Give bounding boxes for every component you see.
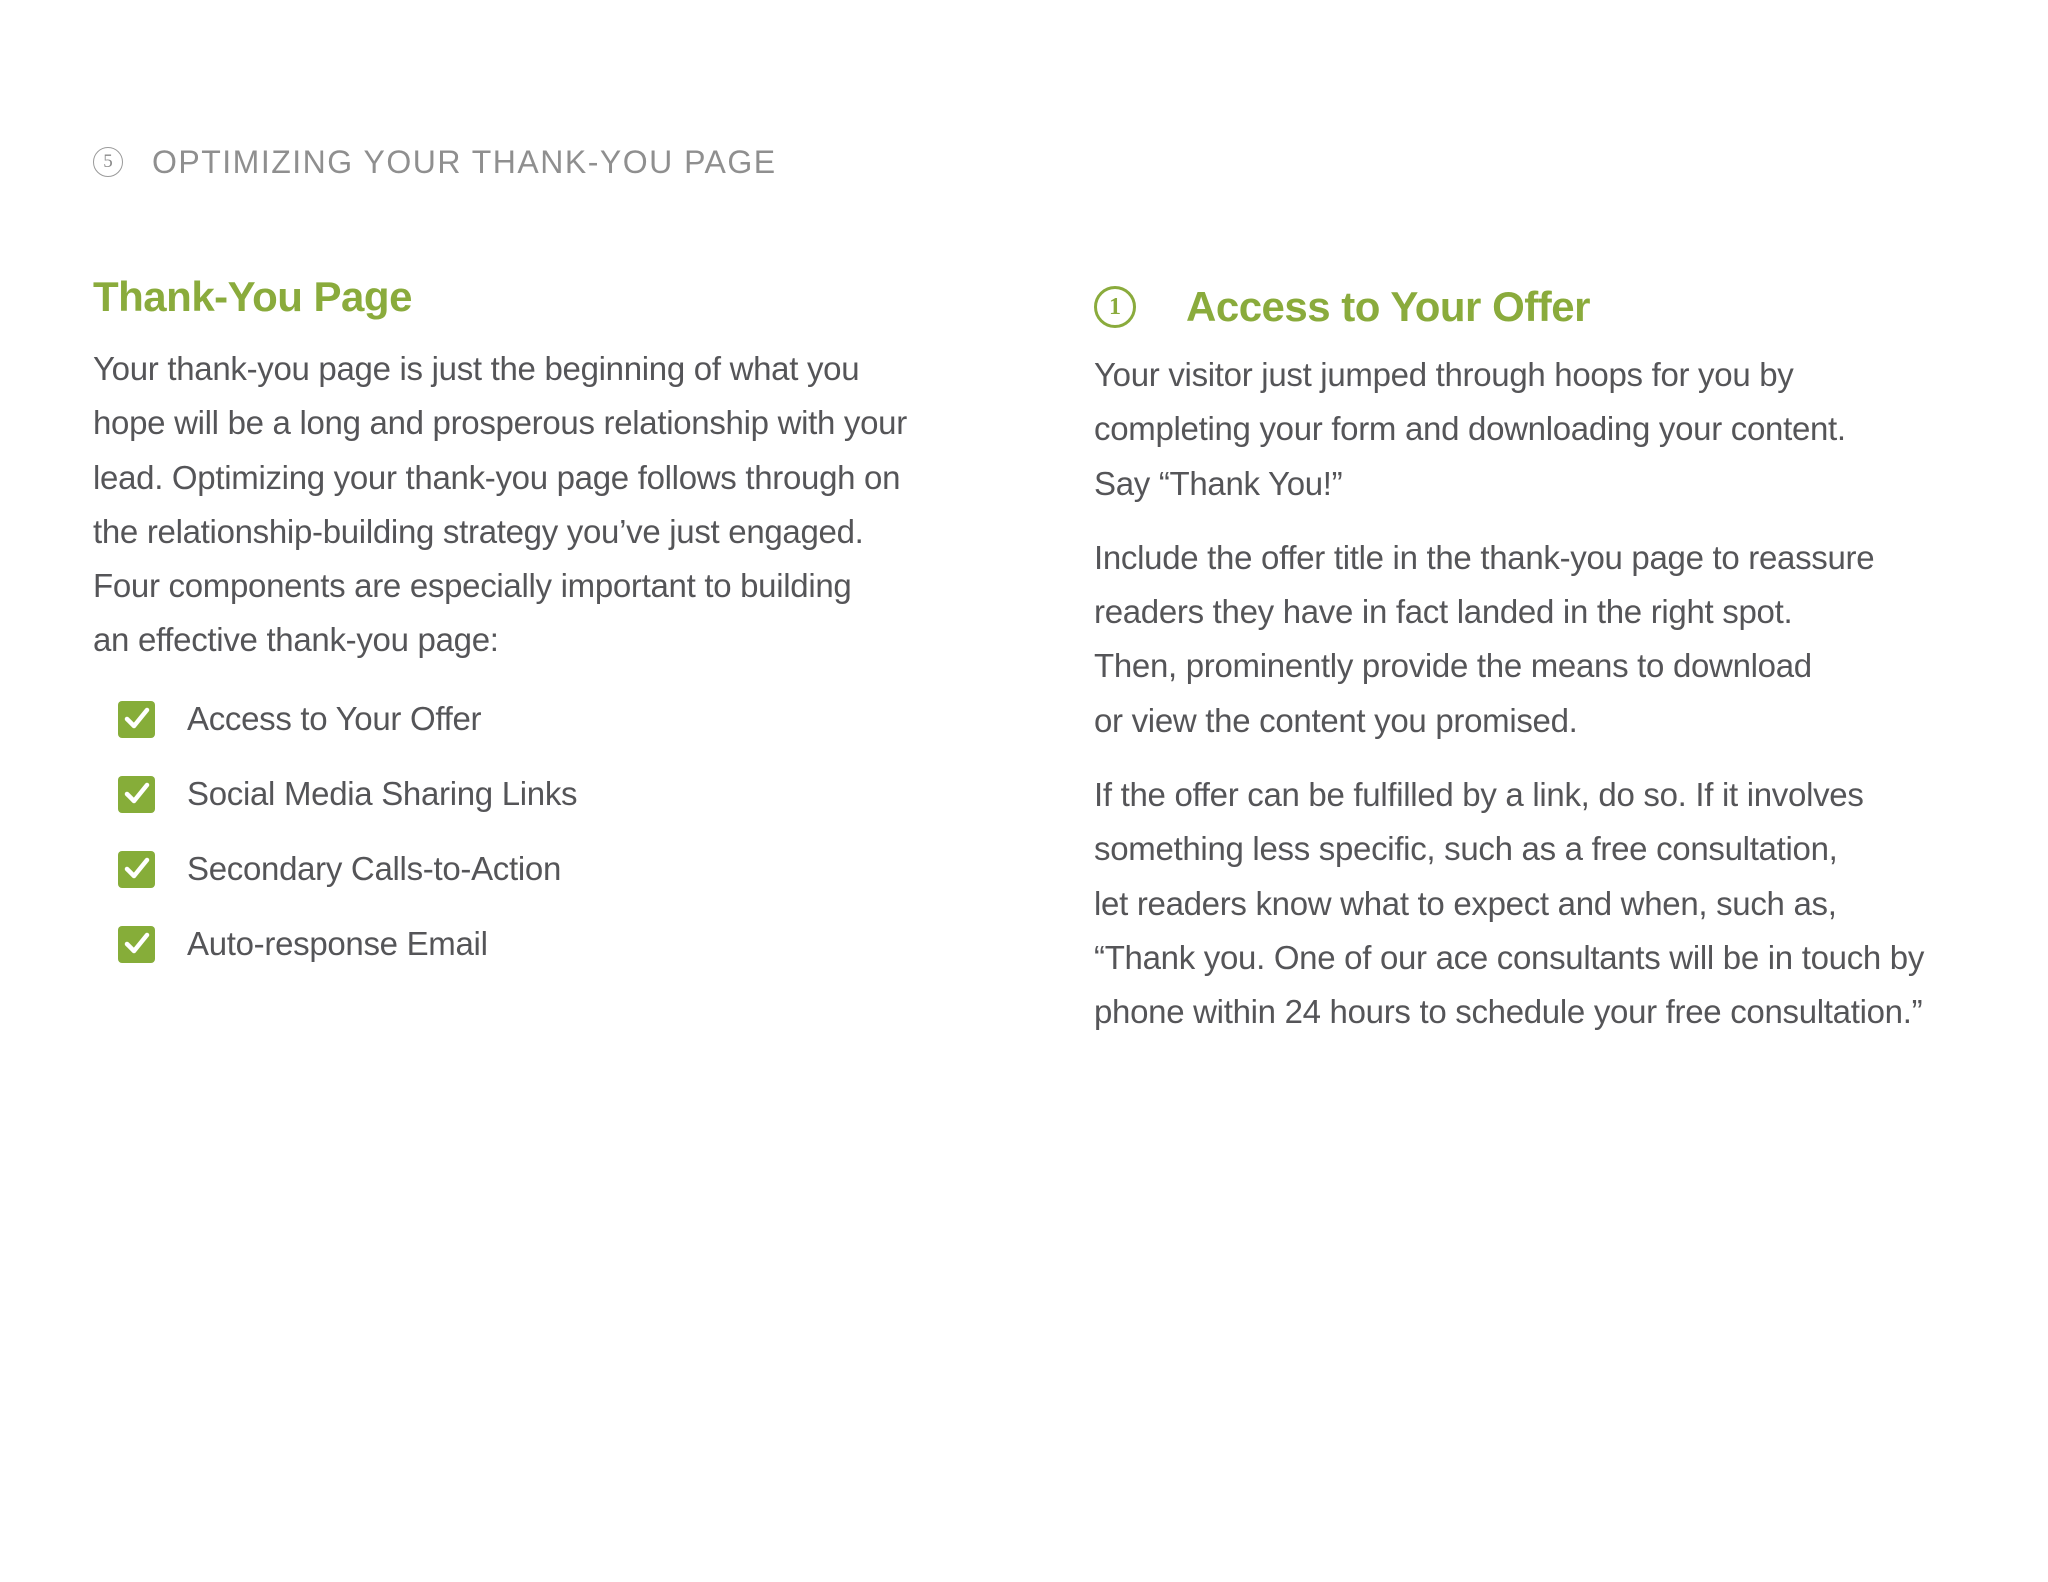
section-number-badge: 5: [93, 147, 123, 177]
paragraph-line: something less specific, such as a free consultation,: [1094, 830, 1838, 868]
paragraph-line: Say “Thank You!”: [1094, 464, 1343, 502]
paragraph-line: If the offer can be fulfilled by a link, do so. If it involves: [1094, 776, 1864, 814]
checklist-item: [93, 757, 973, 832]
subsection-number-badge: 1: [1094, 286, 1136, 328]
paragraph-line: Then, prominently provide the means to download: [1094, 647, 1812, 685]
checkbox-checked-icon: [118, 701, 155, 738]
section-title: OPTIMIZING YOUR THANK-YOU PAGE: [152, 143, 777, 180]
subsection-heading: [1094, 278, 1994, 336]
paragraph-line: or view the content you promised.: [1094, 701, 1578, 739]
paragraph-line: readers they have in fact landed in the right spot.: [1094, 593, 1793, 631]
components-checklist: [93, 682, 973, 982]
checklist-item: [93, 832, 973, 907]
checklist-item: [93, 907, 973, 982]
paragraph-line: Include the offer title in the thank-you page to reassure: [1094, 538, 1875, 576]
page-title: Thank-You Page: [93, 273, 412, 320]
intro-line: the relationship-building strategy you’ve just engaged.: [93, 512, 864, 550]
checklist-item-label: Access to Your Offer: [187, 700, 482, 738]
left-column: [93, 268, 973, 982]
subsection-title: Access to Your Offer: [1186, 283, 1590, 330]
checkbox-checked-icon: [118, 926, 155, 963]
paragraph-line: “Thank you. One of our ace consultants will be in touch by: [1094, 938, 1925, 976]
paragraph: [1094, 531, 1994, 748]
checklist-item-label: Social Media Sharing Links: [187, 775, 578, 813]
checklist-item-label: Auto-response Email: [187, 925, 488, 963]
paragraph-line: Your visitor just jumped through hoops for you by: [1094, 356, 1794, 393]
paragraph-line: let readers know what to expect and when, such as,: [1094, 884, 1837, 922]
intro-paragraph: [93, 342, 973, 668]
checklist-item-label: Secondary Calls-to-Action: [187, 850, 561, 888]
paragraph: [1094, 768, 1994, 1039]
intro-line: Your thank-you page is just the beginning of what you: [93, 350, 860, 387]
right-column: [1094, 278, 1994, 1040]
intro-line: an effective thank-you page:: [93, 621, 499, 659]
intro-line: Four components are especially important to building: [93, 567, 852, 605]
checkbox-checked-icon: [118, 776, 155, 813]
intro-line: lead. Optimizing your thank-you page follows through on: [93, 458, 901, 496]
section-header: [93, 140, 777, 184]
intro-line: hope will be a long and prosperous relationship with your: [93, 404, 907, 442]
paragraph: [1094, 348, 1994, 511]
paragraph-line: completing your form and downloading your content.: [1094, 410, 1846, 448]
paragraph-line: phone within 24 hours to schedule your free consultation.”: [1094, 993, 1923, 1031]
checkbox-checked-icon: [118, 851, 155, 888]
checklist-item: [93, 682, 973, 757]
